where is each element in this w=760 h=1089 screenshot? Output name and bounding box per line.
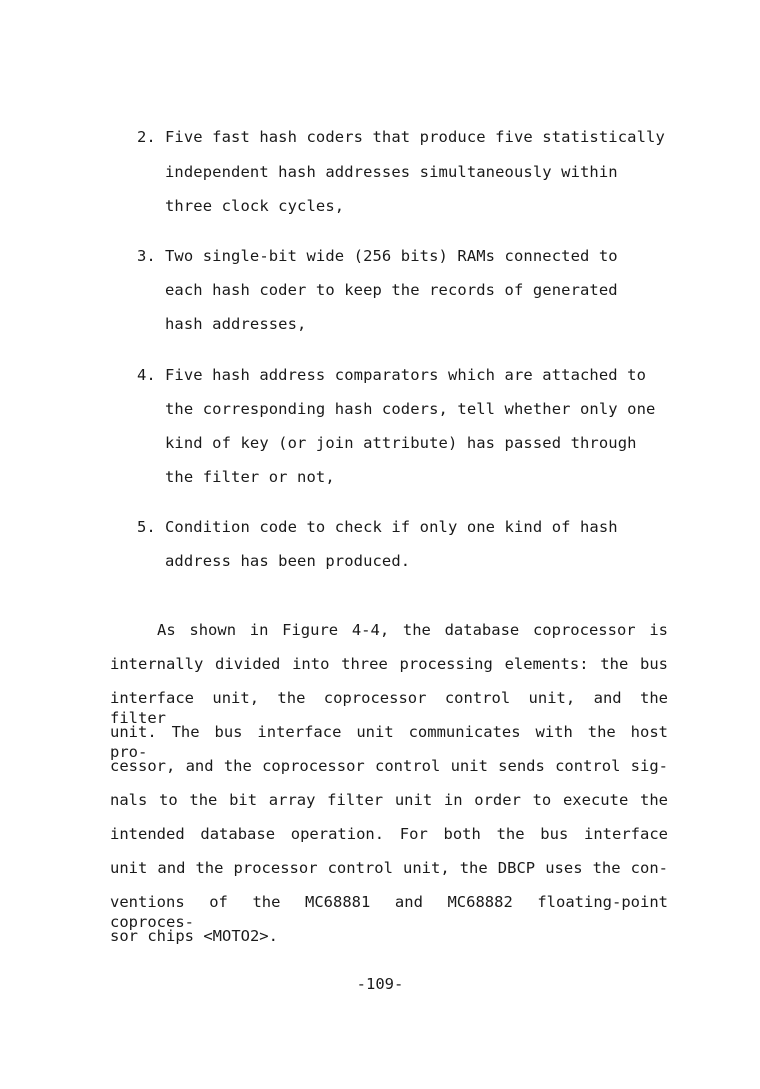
list-item-line: address has been produced. <box>165 552 411 570</box>
list-item-line: the filter or not, <box>165 468 335 486</box>
paragraph-line: As shown in Figure 4-4, the database coprocessor is <box>157 621 668 639</box>
page-number: -109- <box>356 975 404 993</box>
list-item-line: Two single-bit wide (256 bits) RAMs connected to <box>165 247 618 265</box>
list-item-line: the corresponding hash coders, tell whether only one <box>165 400 656 418</box>
list-item-line: kind of key (or join attribute) has passed through <box>165 434 637 452</box>
paragraph-line: cessor, and the coprocessor control unit sends control sig- <box>110 757 668 775</box>
paragraph-line: interface unit, the coprocessor control unit, and the filter <box>110 689 668 727</box>
paragraph-line: internally divided into three processing elements: the bus <box>110 655 668 673</box>
list-item-number: 4. <box>137 366 156 384</box>
list-item-number: 3. <box>137 247 156 265</box>
list-item-line: Five hash address comparators which are attached to <box>165 366 647 384</box>
list-item-line: Condition code to check if only one kind of hash <box>165 518 618 536</box>
paragraph-line: nals to the bit array filter unit in order to execute the <box>110 791 668 809</box>
paragraph-line: sor chips <MOTO2>. <box>110 927 278 945</box>
list-item-line: hash addresses, <box>165 315 307 333</box>
list-item-number: 5. <box>137 518 156 536</box>
list-item-line: independent hash addresses simultaneously within <box>165 163 618 181</box>
list-item-line: Five fast hash coders that produce five statistically <box>165 128 665 146</box>
paragraph-line: unit and the processor control unit, the DBCP uses the con- <box>110 859 668 877</box>
paragraph-line: intended database operation. For both the bus interface <box>110 825 668 843</box>
paragraph-line: unit. The bus interface unit communicates with the host pro- <box>110 723 668 761</box>
list-item-line: each hash coder to keep the records of generated <box>165 281 618 299</box>
list-item-line: three clock cycles, <box>165 197 345 215</box>
paragraph-line: ventions of the MC68881 and MC68882 floating-point coproces- <box>110 893 668 931</box>
list-item-number: 2. <box>137 128 156 146</box>
